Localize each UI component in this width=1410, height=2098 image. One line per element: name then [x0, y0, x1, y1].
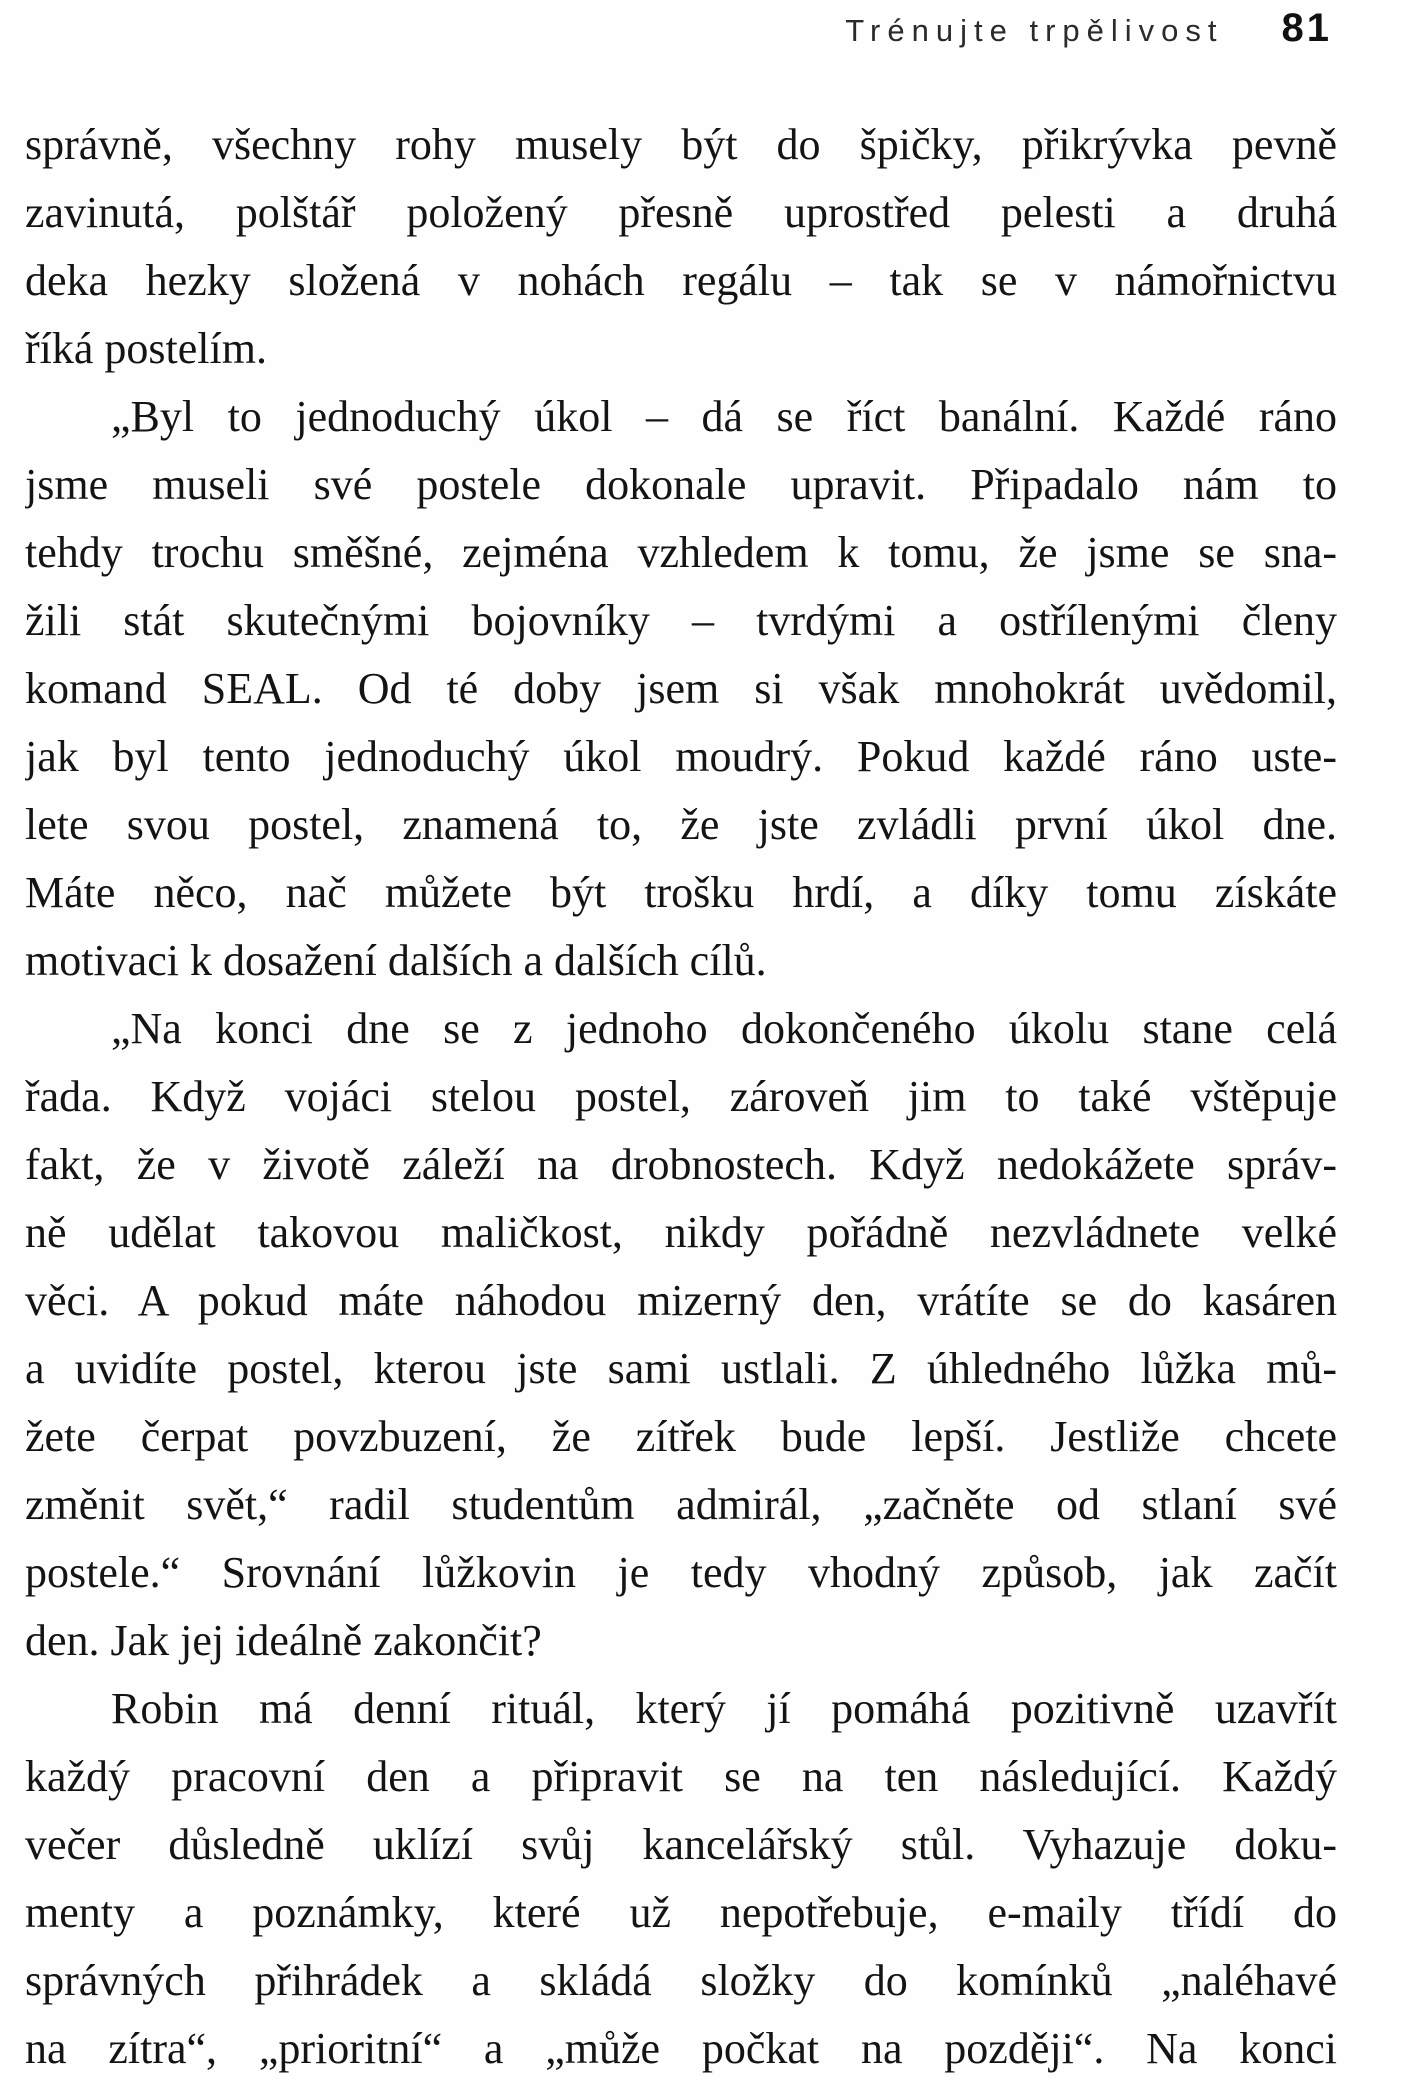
text-line: říká postelím. [25, 324, 267, 373]
text-line: Máte něco, nač můžete být trošku hrdí, a díky tomu získáte [25, 868, 1337, 917]
text-line: „Byl to jednoduchý úkol – dá se říct banální. Každé ráno [111, 392, 1337, 441]
text-line: jsme museli své postele dokonale upravit. Připadalo nám to [25, 460, 1337, 509]
text-line: každý pracovní den a připravit se na ten následující. Každý [25, 1752, 1337, 1801]
text-line: menty a poznámky, které už nepotřebuje, e-maily třídí do [25, 1888, 1337, 1937]
text-line: motivaci k dosažení dalších a dalších cílů. [25, 936, 767, 985]
text-line: žete čerpat povzbuzení, že zítřek bude lepší. Jestliže chcete [25, 1412, 1337, 1461]
text-line: komand SEAL. Od té doby jsem si však mnohokrát uvědomil, [25, 664, 1337, 713]
text-line: lete svou postel, znamená to, že jste zvládli první úkol dne. [25, 800, 1337, 849]
page-number: 81 [1281, 6, 1332, 50]
text-line: věci. A pokud máte náhodou mizerný den, vrátíte se do kasáren [25, 1276, 1337, 1325]
running-title: Trénujte trpělivost [845, 13, 1224, 48]
text-line: Robin má denní rituál, který jí pomáhá pozitivně uzavřít [111, 1684, 1337, 1733]
text-line: večer důsledně uklízí svůj kancelářský stůl. Vyhazuje doku- [25, 1820, 1337, 1869]
text-line: jak byl tento jednoduchý úkol moudrý. Pokud každé ráno uste- [25, 732, 1337, 781]
text-line: fakt, že v životě záleží na drobnostech. Když nedokážete správ- [25, 1140, 1337, 1189]
text-line: řada. Když vojáci stelou postel, zároveň jim to také vštěpuje [25, 1072, 1337, 1121]
text-line: žili stát skutečnými bojovníky – tvrdými a ostřílenými členy [25, 596, 1337, 645]
page-header [845, 6, 1332, 51]
text-line: „Na konci dne se z jednoho dokončeného úkolu stane celá [111, 1004, 1337, 1053]
body-text [25, 111, 1337, 2083]
text-line: den. Jak jej ideálně zakončit? [25, 1616, 542, 1665]
text-line: zavinutá, polštář položený přesně uprostřed pelesti a druhá [25, 188, 1337, 237]
text-line: na zítra“, „prioritní“ a „může počkat na později“. Na konci [25, 2024, 1337, 2073]
text-line: změnit svět,“ radil studentům admirál, „začněte od stlaní své [25, 1480, 1337, 1529]
text-line: deka hezky složená v nohách regálu – tak se v námořnictvu [25, 256, 1337, 305]
text-line: a uvidíte postel, kterou jste sami ustlali. Z úhledného lůžka mů- [25, 1344, 1337, 1393]
text-line: ně udělat takovou maličkost, nikdy pořádně nezvládnete velké [25, 1208, 1337, 1257]
text-line: správných přihrádek a skládá složky do komínků „naléhavé [25, 1956, 1337, 2005]
text-line: tehdy trochu směšné, zejména vzhledem k tomu, že jsme se sna- [25, 528, 1337, 577]
text-line: správně, všechny rohy musely být do špičky, přikrývka pevně [25, 120, 1337, 169]
text-line: postele.“ Srovnání lůžkovin je tedy vhodný způsob, jak začít [25, 1548, 1337, 1597]
